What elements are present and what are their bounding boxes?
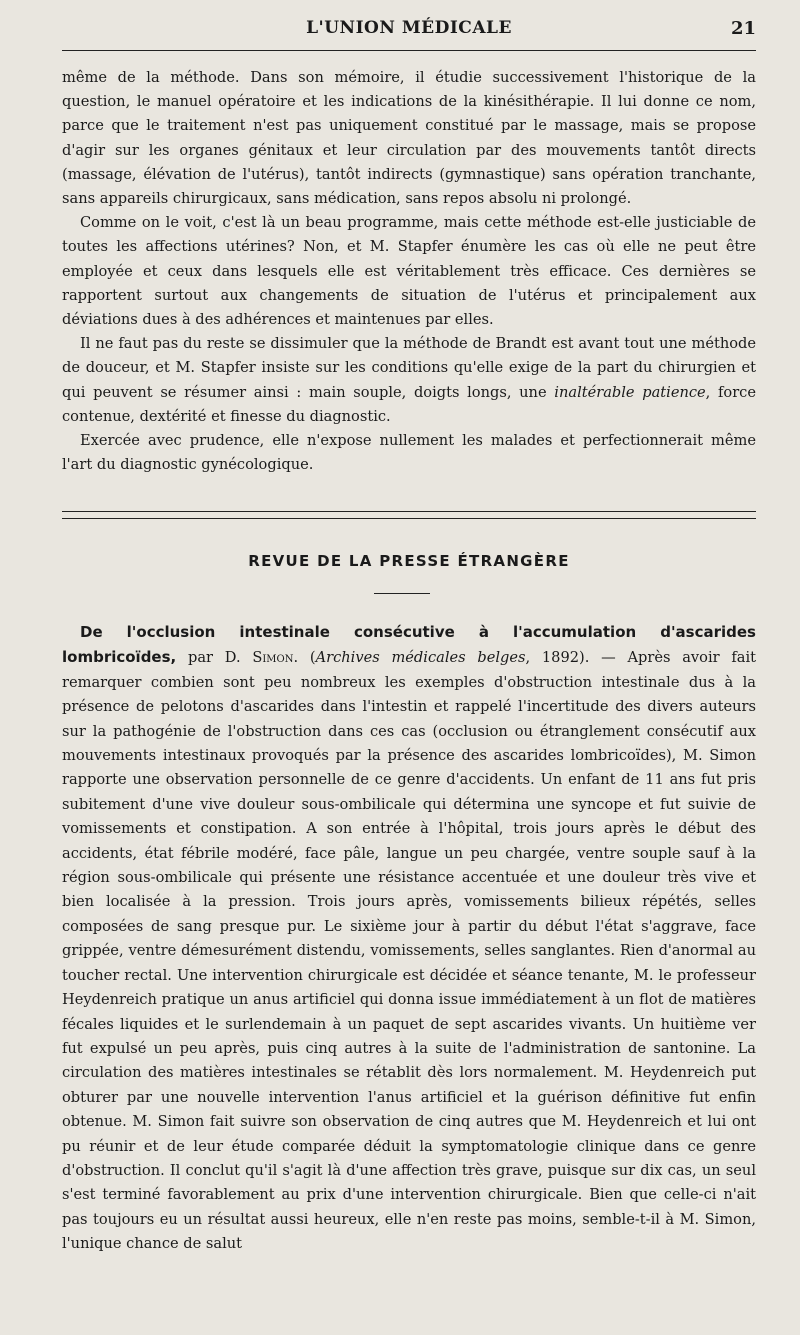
article-paragraph: [62, 620, 756, 1257]
running-title: L'UNION MÉDICALE: [306, 18, 512, 38]
paragraph-3-italic: inaltérable patience: [554, 383, 706, 401]
section-title: REVUE DE LA PRESSE ÉTRANGÈRE: [248, 552, 570, 570]
article-block: [62, 620, 756, 1257]
paragraph-2: Comme on le voit, c'est là un beau programme, mais cette méthode est-elle justiciable de toutes les affections utérines? Non, et M. Stapfer énumère les cas où elle ne peut être employée et ceux dans lesquels elle est véritablement très efficace. Ces dernières se rapportent surtout aux changements de situation de l'utérus et principalement aux déviations dues à des adhérences et maintenues par elles.: [62, 214, 756, 329]
article-open-paren: . (: [293, 649, 316, 667]
paragraph-3-part-2: , force contenue, dextérité et finesse du diagnostic.: [62, 383, 756, 425]
article-author: Simon: [252, 649, 294, 667]
page-number: 21: [730, 18, 756, 39]
header-rule: [62, 50, 756, 51]
continued-text-block: [62, 66, 756, 477]
paragraph-3-part-1: Il ne faut pas du reste se dissimuler que la méthode de Brandt est avant tout une méthode de douceur, et M. Stapfer insiste sur les conditions qu'elle exige de la part du chirurgien et qui peuvent se résumer ainsi : main souple, doigts longs, une: [62, 335, 756, 401]
article-source: Archives médicales belges: [315, 649, 526, 667]
paragraph-4: Exercée avec prudence, elle n'expose nullement les malades et perfectionnerait même l'art du diagnostic gynécologique.: [62, 432, 756, 474]
article-title: De l'occlusion intestinale consécutive à l'accumulation d'ascarides lombricoïdes,: [62, 623, 756, 667]
article-source-rest: , 1892). —: [525, 649, 628, 667]
paragraph-3: [62, 332, 756, 429]
paragraph-1: même de la méthode. Dans son mémoire, il étudie successivement l'historique de la question, le manuel opératoire et les indications de la kinésithérapie. Il lui donne ce nom, parce que le traitement n'est pas uniquement constitué par le massage, mais se propose d'agir sur les organes génitaux et leur circulation par des mouvements tantôt directs (massage, élévation de l'utérus), tantôt indirects (gymnastique) sans opération tranchante, sans appareils chirurgicaux, sans médication, sans repos absolu ni prolongé.: [62, 69, 756, 208]
section-separator: [62, 511, 756, 519]
running-head: [62, 14, 756, 46]
article-by: par D.: [176, 649, 253, 667]
article-body: Après avoir fait remarquer combien sont peu nombreux les exemples d'obstruction intestinale dus à la présence de pelotons d'ascarides dans l'intestin et rappelé l'incertitude des divers auteurs sur la pathogénie de l'obstruction dans ces cas (occlusion ou étranglement consécutif aux mouvements intestinaux provoqués par la présence des ascarides lombricoïdes), M. Simon rapporte une observation personnelle de ce genre d'accidents. Un enfant de 11 ans fut pris subitement d'une vive douleur sous-ombilicale qui détermina une syncope et fut suivie de vomissements et constipation. A son entrée à l'hôpital, trois jours après le début des accidents, état fébrile modéré, face pâle, langue un peu chargée, ventre souple sauf à la région sous-ombilicale qui présente une résistance accentuée et une douleur très vive et bien localisée à la pression. Trois jours après, vomissements bilieux répétés, selles composées de sang presque pur. Le sixième jour à partir du début l'état s'aggrave, face grippée, ventre démesurément distendu, vomissements, selles sanglantes. Rien d'anormal au toucher rectal. Une intervention chirurgicale est décidée et séance tenante, M. le professeur Heydenreich pratique un anus artificiel qui donna issue immédiatement à un flot de matières fécales liquides et le surlendemain à un paquet de sept ascarides vivants. Un huitième ver fut expulsé un peu après, puis cinq autres à la suite de l'administration de santonine. La circulation des matières intestinales se rétablit dès lors normalement. M. Heydenreich put obturer par une nouvelle intervention l'anus artificiel et la guérison définitive fut enfin obtenue. M. Simon fait suivre son observation de cinq autres que M. Heydenreich et lui ont pu réunir et de leur étude comparée déduit la symptomatologie clinique dans ce genre d'obstruction. Il conclut qu'il s'agit là d'une affection très grave, puisque sur dix cas, un seul s'est terminé favorablement au prix d'une intervention chirurgicale. Bien que celle-ci n'ait pas toujours eu un résultat aussi heureux, elle n'en reste pas moins, semble-t-il à M. Simon, l'unique chance de salut: [62, 649, 756, 1253]
section-title-rule: [374, 593, 430, 594]
